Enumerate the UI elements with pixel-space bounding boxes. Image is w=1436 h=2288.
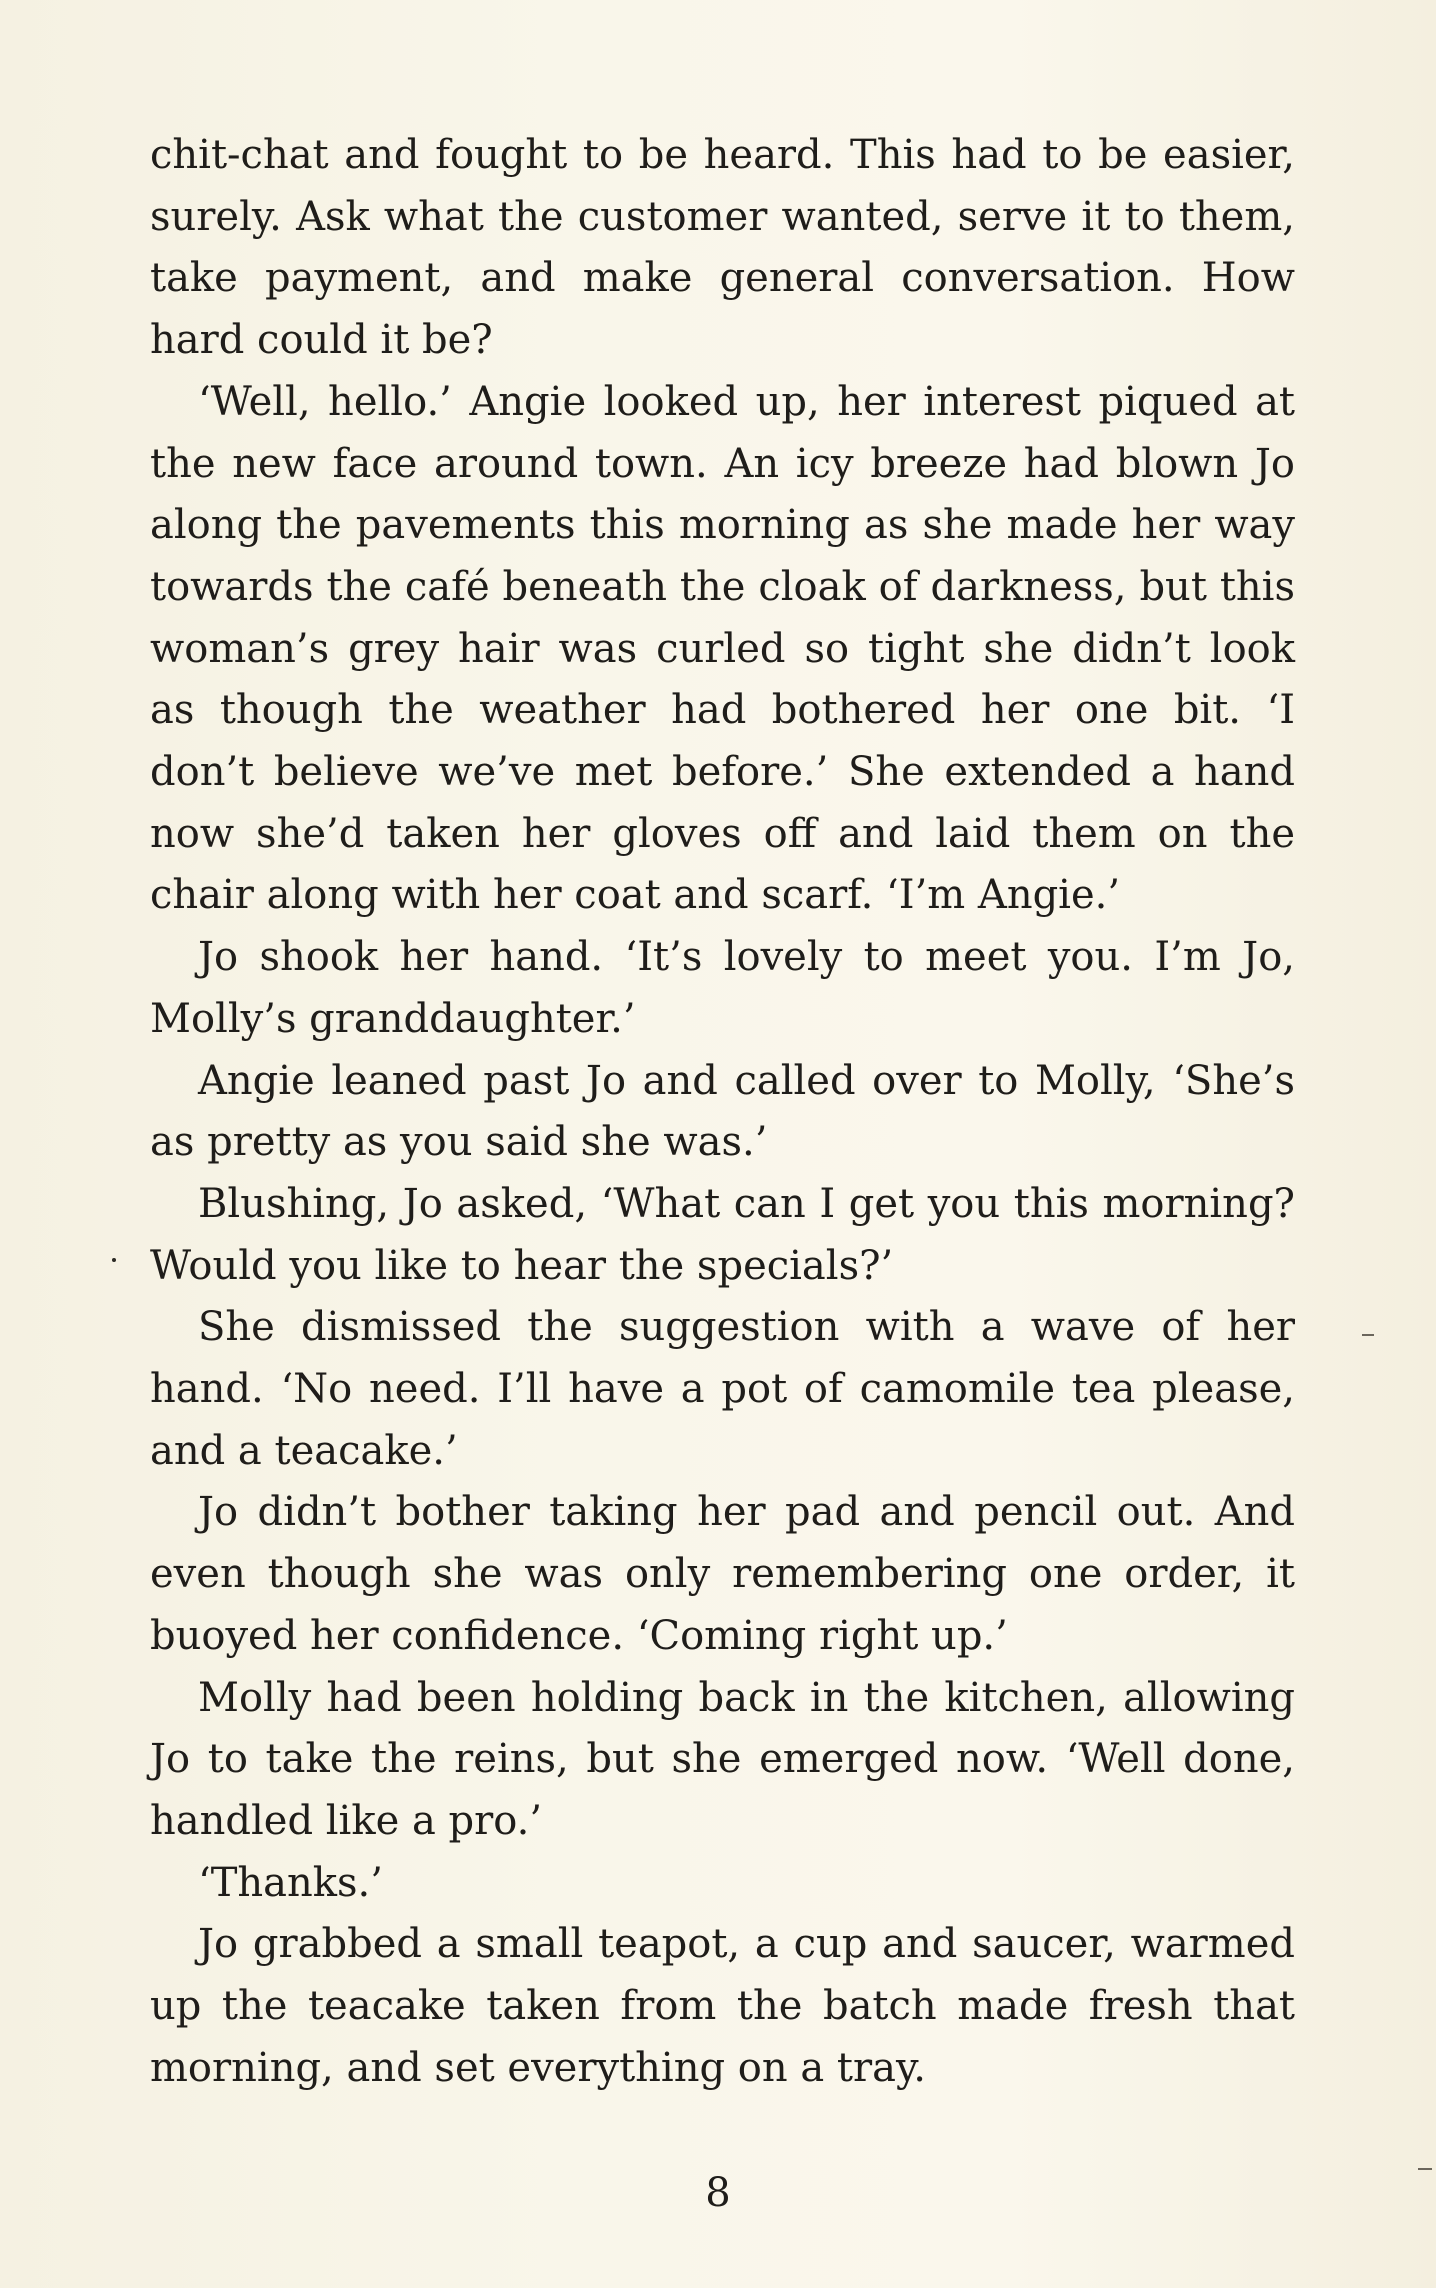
print-mark	[1418, 2168, 1432, 2170]
paragraph: ‘Thanks.’	[198, 1859, 383, 1906]
paragraph: She dismissed the suggestion with a wave of her hand. ‘No need. I’ll have a pot of camomile tea please, and a teacake.’	[150, 1304, 1295, 1474]
print-speck	[112, 1258, 116, 1262]
paragraph: Angie leaned past Jo and called over to Molly, ‘She’s as pretty as you said she was.’	[150, 1057, 1295, 1166]
paragraph: Jo didn’t bother taking her pad and pencil out. And even though she was only remembering one order, it buoyed her confidence. ‘Coming right up.’	[150, 1489, 1295, 1659]
paragraph: Jo grabbed a small teapot, a cup and saucer, warmed up the teacake taken from the batch made fresh that morning, and set everything on a tray.	[150, 1921, 1295, 2091]
paragraph: Molly had been holding back in the kitchen, allowing Jo to take the reins, but she emerged now. ‘Well done, handled like a pro.’	[150, 1674, 1295, 1844]
page-number: 8	[705, 2170, 731, 2216]
paragraph: chit-chat and fought to be heard. This had to be easier, surely. Ask what the customer wanted, serve it to them, take payment, and make general conversation. How hard could it be?	[150, 132, 1295, 364]
body-text	[150, 125, 1295, 2100]
paragraph: Blushing, Jo asked, ‘What can I get you this morning? Would you like to hear the specials?’	[150, 1180, 1295, 1289]
print-mark	[1362, 1334, 1374, 1336]
paragraph: ‘Well, hello.’ Angie looked up, her interest piqued at the new face around town. An icy breeze had blown Jo along the pavements this morning as she made her way towards the café beneath the cloak of darkness, but this woman’s grey hair was curled so tight she didn’t look as though the weather had bothered her one bit. ‘I don’t believe we’ve met before.’ She extended a hand now she’d taken her gloves off and laid them on the chair along with her coat and scarf. ‘I’m Angie.’	[150, 378, 1295, 919]
paragraph: Jo shook her hand. ‘It’s lovely to meet you. I’m Jo, Molly’s granddaughter.’	[150, 934, 1295, 1042]
